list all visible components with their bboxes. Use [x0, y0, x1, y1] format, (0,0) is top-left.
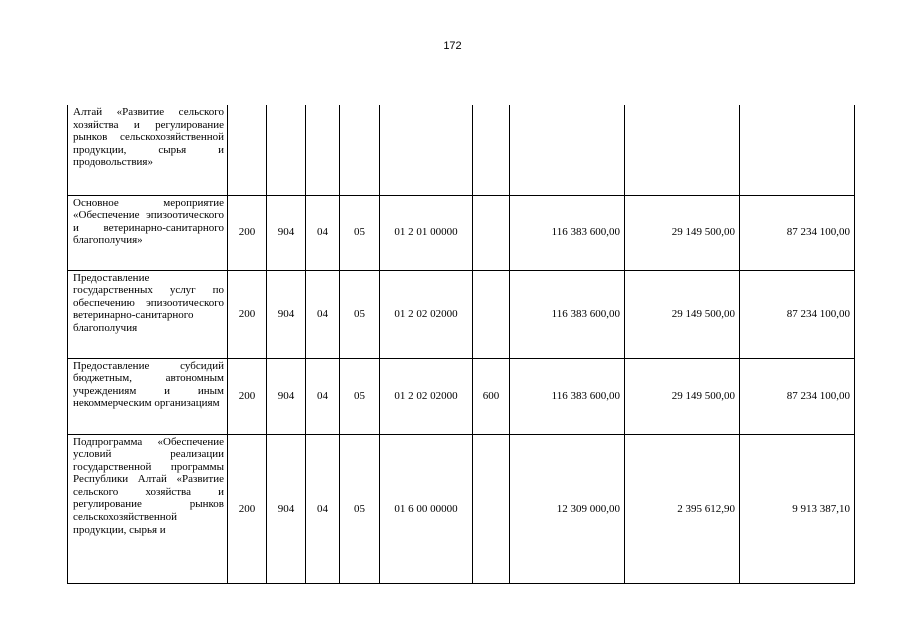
table-row: [68, 195, 855, 270]
cell-code-1: [228, 105, 267, 195]
page-number: 172: [443, 40, 462, 52]
cell-sum-1: 12 309 000,00: [510, 434, 625, 584]
cell-code-6: [473, 270, 510, 358]
row-description: Основное мероприятие «Обеспечение эпизоотического и ветеринарно-санитарного благополучия»: [68, 195, 228, 270]
cell-sum-1: [510, 105, 625, 195]
cell-code-2: 904: [267, 358, 306, 434]
budget-table: [67, 105, 855, 584]
cell-code-5: 01 6 00 00000: [380, 434, 473, 584]
cell-sum-1: 116 383 600,00: [510, 358, 625, 434]
cell-code-3: 04: [306, 434, 340, 584]
cell-code-4: [340, 105, 380, 195]
row-description: Алтай «Развитие сельского хозяйства и регулирование рынков сельскохозяйственной продукции, сырья и продовольствия»: [68, 105, 228, 195]
table-bottom-border: [67, 583, 855, 584]
cell-code-4: 05: [340, 358, 380, 434]
cell-code-6: [473, 434, 510, 584]
cell-code-2: [267, 105, 306, 195]
cell-sum-2: [625, 105, 740, 195]
row-description: Подпрограмма «Обеспечение условий реализации государственной программы Республики Алтай «Развитие сельского хозяйства и регулирование рынков сельскохозяйственной продукции, сырья и: [68, 434, 228, 584]
cell-code-3: 04: [306, 270, 340, 358]
table-row: [68, 358, 855, 434]
cell-code-2: 904: [267, 270, 306, 358]
cell-sum-3: 87 234 100,00: [740, 358, 855, 434]
cell-sum-1: 116 383 600,00: [510, 195, 625, 270]
cell-sum-3: 9 913 387,10: [740, 434, 855, 584]
cell-code-2: 904: [267, 434, 306, 584]
cell-code-4: 05: [340, 434, 380, 584]
cell-sum-3: [740, 105, 855, 195]
cell-code-6: [473, 105, 510, 195]
cell-code-1: 200: [228, 358, 267, 434]
cell-code-3: [306, 105, 340, 195]
cell-sum-1: 116 383 600,00: [510, 270, 625, 358]
cell-code-3: 04: [306, 195, 340, 270]
cell-code-5: 01 2 02 02000: [380, 358, 473, 434]
table-row: [68, 434, 855, 584]
row-description: Предоставление субсидий бюджетным, автономным учреждениям и иным некоммерческим организациям: [68, 358, 228, 434]
cell-sum-2: 29 149 500,00: [625, 270, 740, 358]
cell-code-5: [380, 105, 473, 195]
cell-code-4: 05: [340, 195, 380, 270]
table-row: [68, 270, 855, 358]
cell-sum-3: 87 234 100,00: [740, 195, 855, 270]
cell-code-5: 01 2 02 02000: [380, 270, 473, 358]
table-row: [68, 105, 855, 195]
cell-sum-2: 2 395 612,90: [625, 434, 740, 584]
cell-sum-3: 87 234 100,00: [740, 270, 855, 358]
cell-sum-2: 29 149 500,00: [625, 358, 740, 434]
cell-code-1: 200: [228, 434, 267, 584]
cell-code-1: 200: [228, 195, 267, 270]
cell-code-2: 904: [267, 195, 306, 270]
cell-code-6: [473, 195, 510, 270]
row-description: Предоставление государственных услуг по обеспечению эпизоотического ветеринарно-санитарного благополучия: [68, 270, 228, 358]
cell-code-3: 04: [306, 358, 340, 434]
cell-code-5: 01 2 01 00000: [380, 195, 473, 270]
cell-code-4: 05: [340, 270, 380, 358]
cell-sum-2: 29 149 500,00: [625, 195, 740, 270]
cell-code-1: 200: [228, 270, 267, 358]
cell-code-6: 600: [473, 358, 510, 434]
